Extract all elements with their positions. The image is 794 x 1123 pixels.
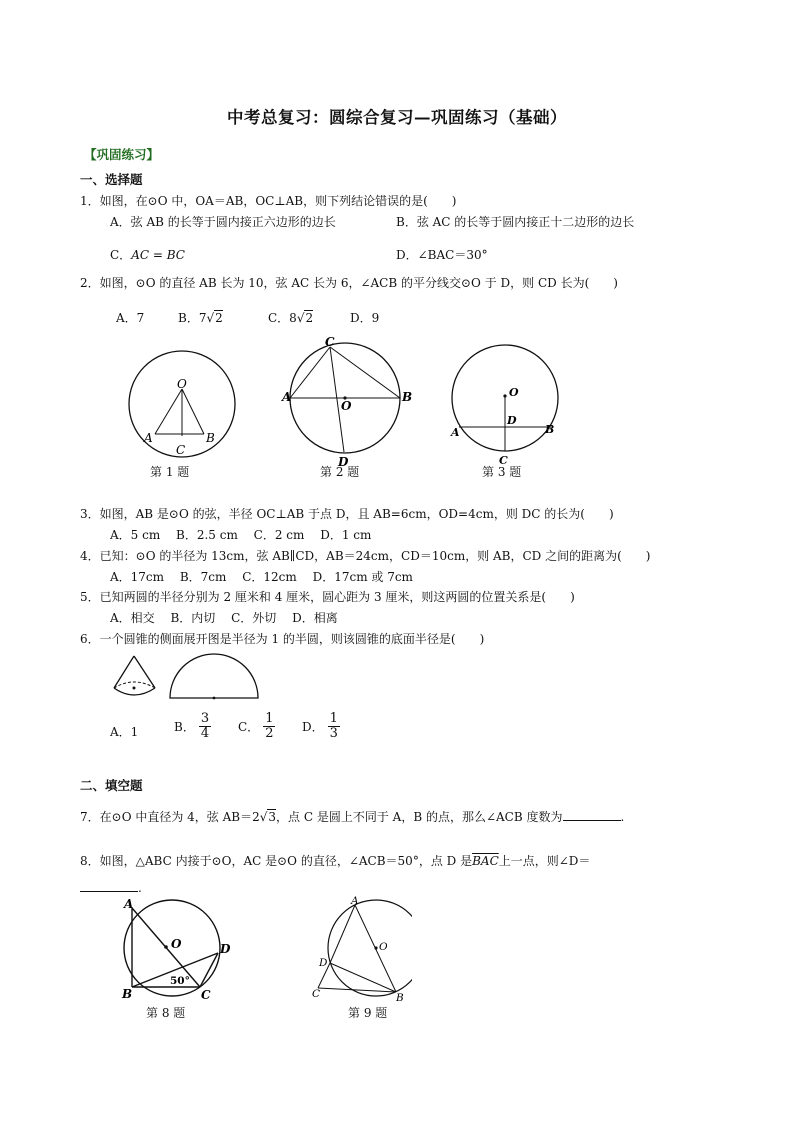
q2-option-b-prefix: B．7 bbox=[178, 311, 207, 325]
figure-2 bbox=[281, 336, 412, 469]
fig9-label-a: A bbox=[351, 896, 359, 907]
q6-option-d-numerator: 1 bbox=[329, 711, 338, 726]
q7-answer-blank[interactable] bbox=[563, 808, 621, 821]
fig9-label-o: O bbox=[379, 941, 388, 953]
q6-option-b bbox=[174, 712, 211, 742]
q2-stem: 2．如图，⊙O 的直径 AB 长为 10，弦 AC 长为 6，∠ACB 的平分线交⊙O 于 D，则 CD 长为( ) bbox=[80, 276, 618, 290]
fig2-label-a: A bbox=[282, 390, 292, 404]
fig8-angle-label: 50° bbox=[170, 975, 190, 987]
cone-shape bbox=[114, 656, 155, 695]
fig9-line-cb bbox=[318, 988, 396, 992]
fig9-center-dot bbox=[374, 946, 377, 949]
fig3-center-dot bbox=[503, 394, 506, 397]
fig1-line-oa bbox=[155, 389, 182, 434]
q6-option-b-fraction bbox=[199, 712, 211, 742]
fig3-label-a: A bbox=[451, 426, 460, 439]
q6-option-d-label: D． bbox=[302, 720, 324, 735]
q1-option-a: A．弦 AB 的长等于圆内接正六边形的边长 bbox=[110, 215, 336, 229]
q6-option-c-denominator: 2 bbox=[265, 726, 274, 742]
q2-option-c-prefix: C．8 bbox=[268, 311, 297, 325]
figure-9 bbox=[312, 896, 412, 1004]
q8-answer-blank[interactable] bbox=[80, 879, 138, 892]
fig8-label-b: B bbox=[122, 987, 133, 1001]
q1-stem: 1．如图，在⊙O 中，OA＝AB，OC⊥AB，则下列结论错误的是( ) bbox=[80, 194, 457, 208]
fig3-label-b: B bbox=[545, 423, 555, 436]
sqrt-symbol: √2 bbox=[296, 311, 314, 325]
q5-stem: 5．已知两圆的半径分别为 2 厘米和 4 厘米，圆心距为 3 厘米，则这两圆的位置关系是( ) bbox=[80, 590, 575, 604]
figures-8-9 bbox=[112, 896, 412, 1006]
q6-option-c-label: C． bbox=[238, 720, 260, 735]
caption-figure-3: 第 3 题 bbox=[482, 465, 522, 479]
caption-figure-9: 第 9 题 bbox=[348, 1006, 388, 1020]
fig8-label-a: A bbox=[124, 897, 134, 911]
q1-option-c-label: C． bbox=[110, 248, 132, 262]
figure-1 bbox=[129, 351, 235, 457]
fig8-label-c: C bbox=[201, 988, 211, 1002]
sqrt-symbol: √2 bbox=[206, 311, 223, 325]
q8-arc-label: $\overline{BAC}$ bbox=[472, 854, 499, 868]
q2-option-c-radicand: 2 bbox=[305, 311, 314, 325]
q1-option-c-expr: AC = BC bbox=[131, 248, 185, 262]
figure-8 bbox=[121, 897, 231, 1002]
q8-text-pre: 8．如图，△ABC 内接于⊙O，AC 是⊙O 的直径，∠ACB＝50°，点 D 是 bbox=[80, 854, 473, 868]
figures-1-3 bbox=[120, 336, 580, 484]
caption-figure-2: 第 2 题 bbox=[320, 465, 360, 479]
q6-option-d-fraction bbox=[328, 712, 340, 742]
q6-option-c bbox=[238, 712, 275, 742]
fig3-label-d: D bbox=[507, 414, 517, 427]
fig2-label-o: O bbox=[341, 399, 352, 413]
q4-stem: 4．已知：⊙O 的半径为 13cm，弦 AB∥CD，AB＝24cm，CD＝10cm，则 AB，CD 之间的距离为( ) bbox=[80, 549, 651, 563]
q3-stem: 3．如图，AB 是⊙O 的弦，半径 OC⊥AB 于点 D，且 AB=6cm，OD=4cm，则 DC 的长为( ) bbox=[80, 507, 614, 521]
q2-option-a: A．7 bbox=[116, 311, 145, 325]
q8-stem bbox=[80, 852, 590, 869]
fig3-label-o: O bbox=[509, 386, 519, 399]
sqrt-symbol: √3 bbox=[259, 810, 277, 824]
q6-stem: 6．一个圆锥的侧面展开图是半径为 1 的半圆，则该圆锥的底面半径是( ) bbox=[80, 632, 485, 646]
caption-figure-8: 第 8 题 bbox=[146, 1006, 186, 1020]
q1-option-c bbox=[110, 246, 185, 263]
fig9-label-d: D bbox=[319, 957, 328, 969]
q7-text-end: . bbox=[620, 810, 625, 824]
q2-option-b bbox=[178, 309, 223, 326]
fig1-label-a: A bbox=[144, 431, 153, 445]
fig2-label-b: B bbox=[402, 390, 413, 404]
fig9-label-c: C bbox=[312, 988, 321, 1000]
fig2-label-d: D bbox=[338, 455, 349, 469]
q6-option-c-numerator: 1 bbox=[265, 711, 274, 726]
q4-options: A．17cm B．7cm C．12cm D．17cm 或 7cm bbox=[110, 570, 413, 584]
q2-option-c bbox=[268, 309, 313, 326]
fig3-label-c: C bbox=[499, 454, 508, 467]
fig1-label-c: C bbox=[176, 443, 186, 457]
section-tag: 【巩固练习】 bbox=[84, 147, 160, 162]
fig9-label-b: B bbox=[396, 992, 404, 1004]
q1-option-b: B．弦 AC 的长等于圆内接正十二边形的边长 bbox=[396, 215, 635, 229]
q8-text-post: 上一点，则∠D＝ bbox=[498, 854, 591, 868]
figure-6-cone bbox=[104, 652, 264, 704]
fig2-label-c: C bbox=[325, 336, 335, 349]
q8-answer-line bbox=[80, 879, 142, 895]
page-title: 中考总复习：圆综合复习—巩固练习（基础） bbox=[227, 108, 567, 127]
q2-option-d: D．9 bbox=[350, 311, 380, 325]
fig8-label-o: O bbox=[171, 937, 182, 951]
q8-text-end: . bbox=[138, 881, 142, 895]
fig9-circle bbox=[328, 900, 412, 996]
fig8-center-dot bbox=[164, 945, 168, 949]
q6-option-a: A．1 bbox=[110, 725, 139, 739]
figure-3 bbox=[450, 345, 558, 467]
q1-option-d: D．∠BAC＝30° bbox=[396, 248, 488, 262]
q6-option-d bbox=[302, 712, 340, 742]
section-choice-heading: 一、选择题 bbox=[80, 172, 143, 187]
caption-figure-1: 第 1 题 bbox=[150, 465, 190, 479]
q6-option-b-label: B． bbox=[174, 720, 195, 735]
fig1-line-ob bbox=[182, 389, 204, 434]
fig8-label-d: D bbox=[220, 942, 231, 956]
fig1-label-o: O bbox=[177, 377, 187, 391]
q6-option-d-denominator: 3 bbox=[329, 726, 338, 742]
q5-options: A．相交 B．内切 C．外切 D．相离 bbox=[110, 611, 338, 625]
fig9-line-db bbox=[330, 963, 396, 992]
q7-text-post: ，点 C 是圆上不同于 A，B 的点，那么∠ACB 度数为 bbox=[276, 810, 563, 824]
section-fill-heading: 二、填空题 bbox=[80, 778, 143, 793]
fig1-label-b: B bbox=[206, 431, 215, 445]
q6-option-b-numerator: 3 bbox=[200, 711, 210, 726]
q6-option-c-fraction bbox=[263, 712, 275, 742]
semicircle-shape bbox=[170, 654, 258, 699]
q3-options: A．5 cm B．2.5 cm C．2 cm D．1 cm bbox=[110, 528, 372, 542]
q7-stem bbox=[80, 808, 624, 825]
q7-radicand: 3 bbox=[268, 810, 277, 824]
q7-text-pre: 7．在⊙O 中直径为 4，弦 AB＝2 bbox=[80, 810, 260, 824]
q6-option-b-denominator: 4 bbox=[200, 726, 210, 742]
q2-option-b-radicand: 2 bbox=[215, 311, 223, 325]
fig2-line-bc bbox=[330, 347, 400, 398]
